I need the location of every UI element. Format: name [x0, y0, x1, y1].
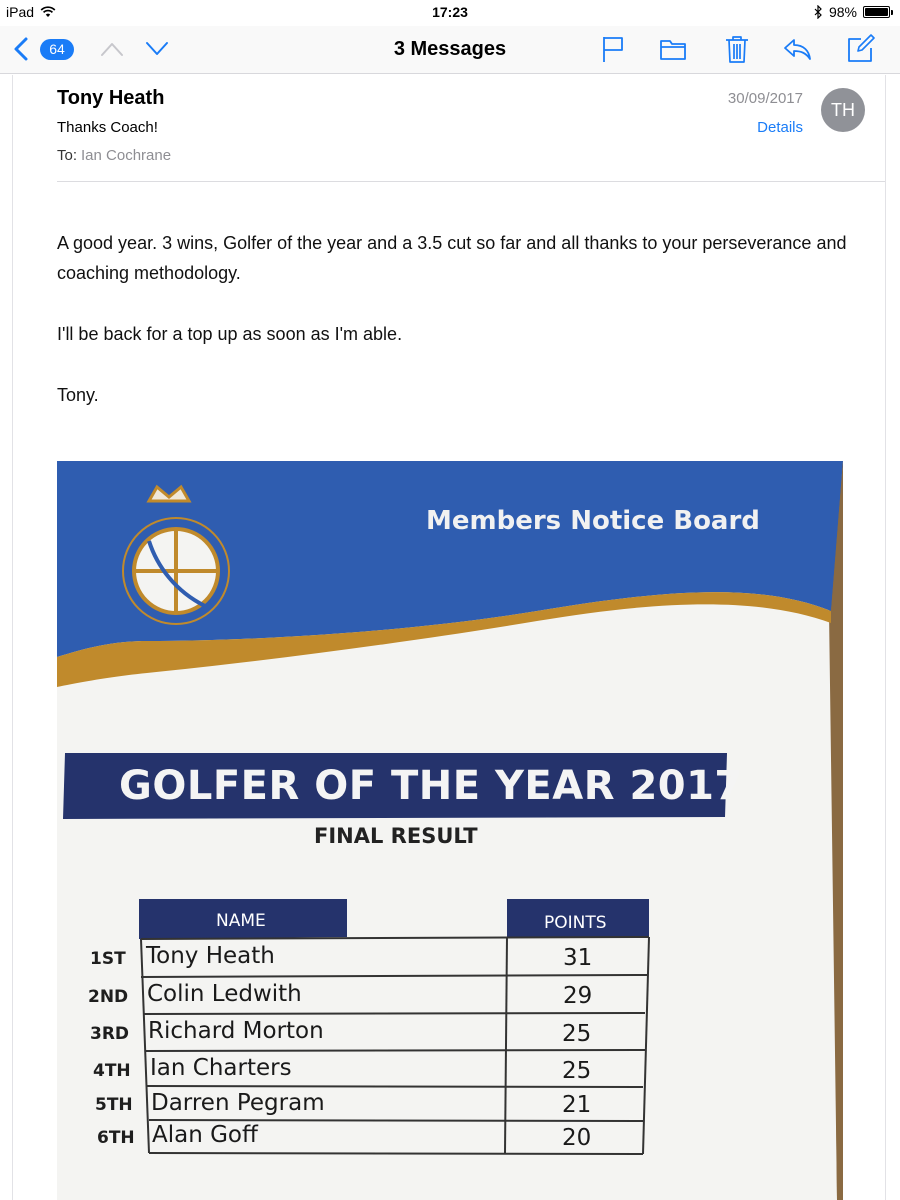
to-label: To: — [57, 147, 78, 164]
battery-percent: 98% — [828, 4, 857, 20]
player-name: Richard Morton — [148, 1018, 324, 1044]
details-link[interactable]: Details — [757, 119, 803, 136]
player-points: 25 — [562, 1058, 592, 1084]
player-name: Tony Heath — [146, 943, 275, 969]
column-header-points: POINTS — [544, 913, 607, 933]
recipient-name[interactable]: Ian Cochrane — [81, 147, 172, 164]
player-points: 25 — [562, 1021, 592, 1047]
position-label: 6TH — [97, 1128, 135, 1148]
player-points: 20 — [562, 1125, 592, 1151]
player-points: 21 — [562, 1092, 592, 1118]
battery-icon — [863, 6, 890, 18]
nav-bar — [0, 26, 900, 74]
player-points: 31 — [563, 945, 593, 971]
flag-icon[interactable] — [598, 34, 628, 64]
player-points: 29 — [563, 983, 593, 1009]
message-subject: Thanks Coach! — [57, 119, 158, 136]
position-label: 4TH — [93, 1061, 131, 1081]
avatar[interactable]: TH — [821, 88, 865, 132]
right-rule — [885, 75, 886, 1200]
result-title: GOLFER OF THE YEAR 2017 — [119, 763, 743, 809]
left-rule — [12, 75, 13, 1200]
player-name: Darren Pegram — [151, 1090, 325, 1116]
notice-board-heading: Members Notice Board — [426, 506, 760, 536]
bluetooth-icon — [814, 5, 823, 19]
player-name: Ian Charters — [150, 1055, 292, 1081]
battery-fill — [865, 8, 888, 16]
attachment-photo[interactable] — [57, 461, 843, 1200]
status-right — [814, 4, 890, 20]
position-label: 5TH — [95, 1095, 133, 1115]
result-subtitle: FINAL RESULT — [314, 824, 478, 848]
position-label: 3RD — [90, 1024, 130, 1044]
body-signature: Tony. — [57, 385, 99, 405]
position-label: 2ND — [88, 987, 129, 1007]
device-name: iPad — [6, 4, 35, 20]
body-paragraph: I'll be back for a top up as soon as I'm able. — [57, 324, 403, 344]
player-name: Alan Goff — [152, 1122, 258, 1148]
compose-icon[interactable] — [845, 34, 875, 64]
unread-count-badge[interactable]: 64 — [40, 39, 74, 60]
status-time: 17:23 — [432, 4, 468, 20]
thread-title: 3 Messages — [393, 38, 507, 60]
column-header-name: NAME — [216, 911, 266, 931]
recipient-line — [57, 147, 171, 164]
player-name: Colin Ledwith — [147, 981, 302, 1007]
reply-icon[interactable] — [782, 34, 812, 64]
sender-name[interactable]: Tony Heath — [57, 87, 165, 109]
trash-icon[interactable] — [722, 34, 752, 64]
status-bar — [0, 0, 900, 26]
folder-icon[interactable] — [658, 34, 688, 64]
message-date: 30/09/2017 — [727, 90, 803, 107]
body-paragraph: A good year. 3 wins, Golfer of the year and a 3.5 cut so far and all thanks to your perseverance and coaching methodology. — [57, 233, 847, 283]
header-divider — [57, 181, 885, 182]
position-label: 1ST — [90, 949, 126, 969]
